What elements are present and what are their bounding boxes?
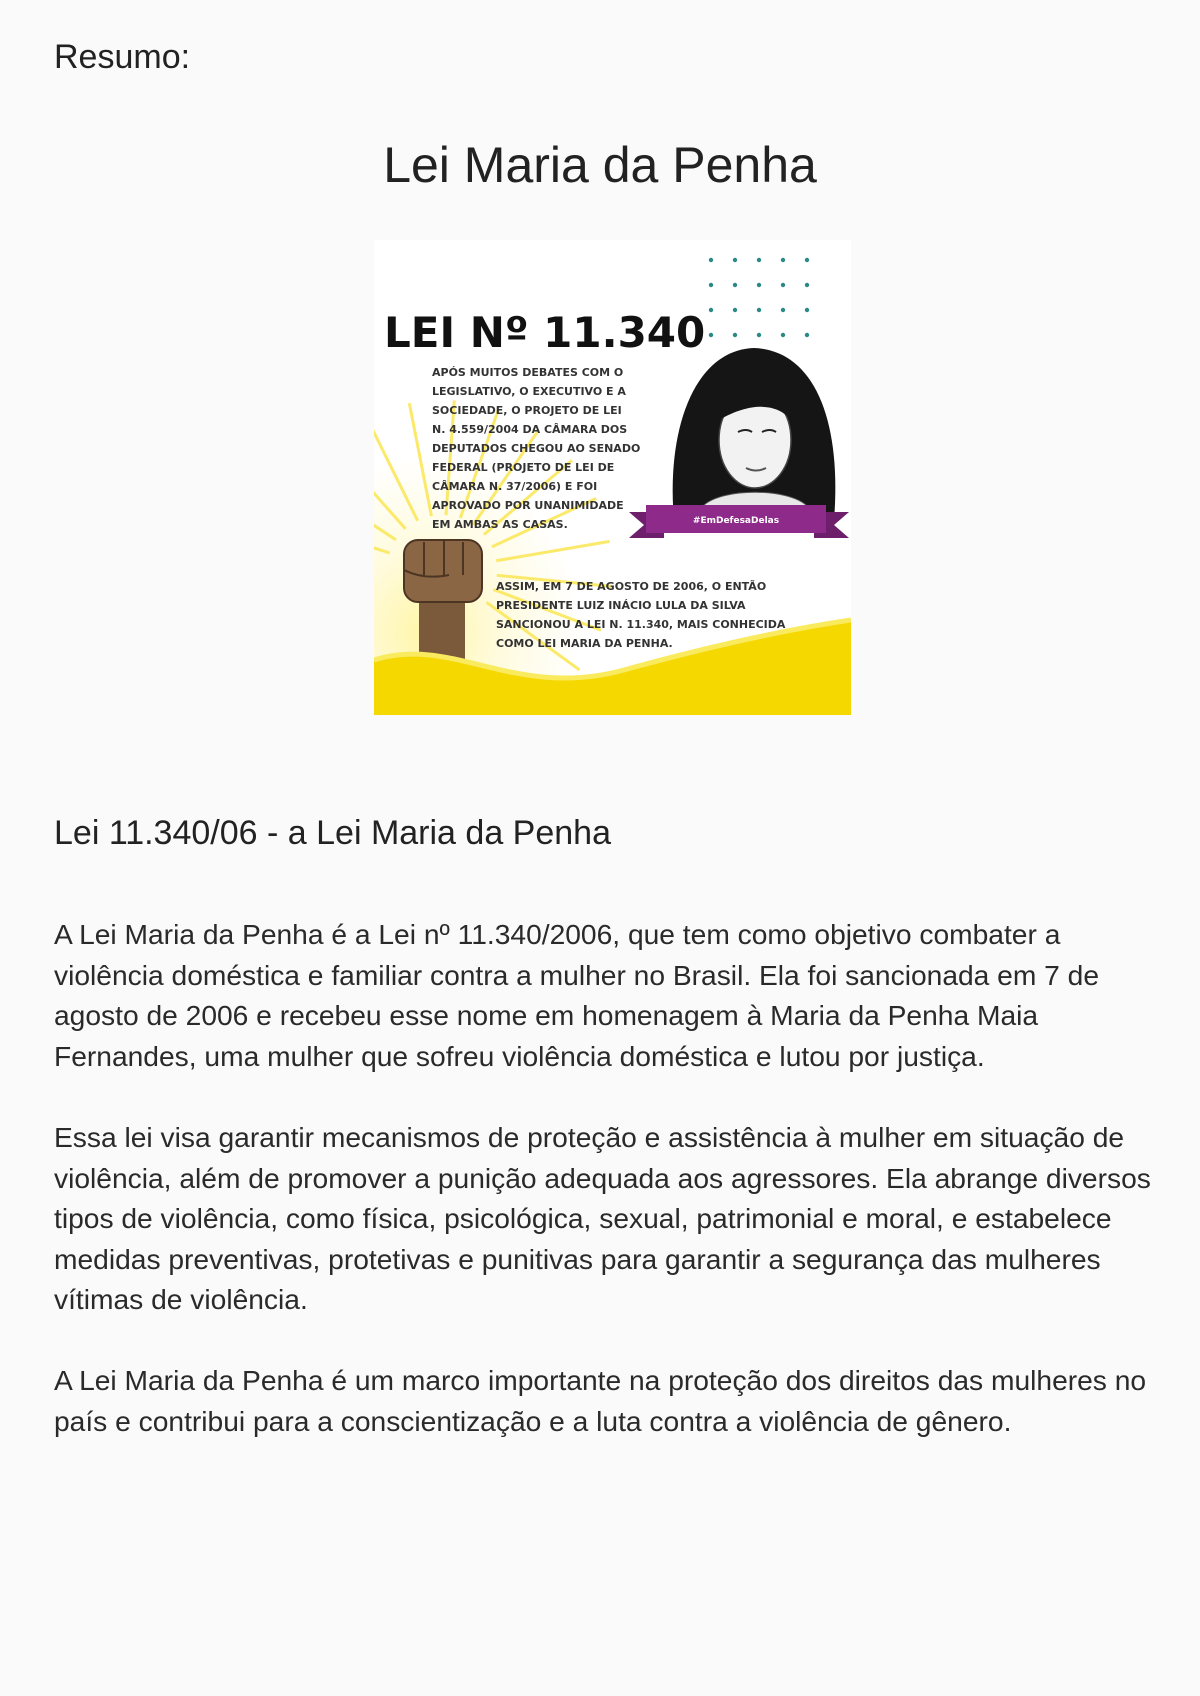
decorative-dot <box>781 333 785 337</box>
infographic-text-line: FEDERAL (PROJETO DE LEI DE <box>432 461 615 474</box>
infographic-text-line: APÓS MUITOS DEBATES COM O <box>432 366 624 379</box>
infographic-text-line: APROVADO POR UNANIMIDADE <box>432 499 624 512</box>
decorative-dot <box>805 258 809 262</box>
decorative-dot <box>733 258 737 262</box>
decorative-dot <box>733 283 737 287</box>
decorative-dot <box>781 308 785 312</box>
infographic-text-line: DEPUTADOS CHEGOU AO SENADO <box>432 442 641 455</box>
page-title: Lei Maria da Penha <box>383 137 817 193</box>
decorative-dot <box>709 308 713 312</box>
decorative-dot <box>805 333 809 337</box>
decorative-dot <box>709 283 713 287</box>
infographic-bottom-line: PRESIDENTE LUIZ INÁCIO LULA DA SILVA <box>496 599 746 612</box>
infographic-text-block <box>432 366 640 531</box>
infographic-text-line: EM AMBAS AS CASAS. <box>432 518 568 531</box>
decorative-dot <box>757 333 761 337</box>
infographic-text-line: N. 4.559/2004 DA CÂMARA DOS <box>432 423 628 436</box>
decorative-dot <box>709 333 713 337</box>
ribbon-hashtag: #EmDefesaDelas <box>692 516 780 526</box>
infographic-bottom-line: ASSIM, EM 7 DE AGOSTO DE 2006, O ENTÃO <box>496 580 767 593</box>
paragraph: A Lei Maria da Penha é a Lei nº 11.340/2006, que tem como objetivo combater a violência doméstica e familiar contra a mulher no Brasil. Ela foi sancionada em 7 de agosto de 2006 e recebeu esse nome em homenagem à Maria da Penha Maia Fernandes, uma mulher que sofreu violência doméstica e lutou por justiça. <box>54 918 1100 1072</box>
infographic-bottom-line: COMO LEI MARIA DA PENHA. <box>496 637 673 650</box>
law-infographic-image <box>374 240 851 715</box>
infographic-svg <box>374 240 851 715</box>
law-number-heading: LEI Nº 11.340 <box>384 308 706 357</box>
decorative-dot <box>733 308 737 312</box>
summary-label: Resumo: <box>54 38 191 76</box>
section-heading: Lei 11.340/06 - a Lei Maria da Penha <box>54 814 611 852</box>
paragraph: Essa lei visa garantir mecanismos de proteção e assistência à mulher em situação de violência, além de promover a punição adequada aos agressores. Ela abrange diversos tipos de violência, como física, psicológica, sexual, patrimonial e moral, e estabelece medidas preventivas, protetivas e punitivas para garantir a segurança das mulheres vítimas de violência. <box>54 1121 1151 1315</box>
infographic-text-line: LEGISLATIVO, O EXECUTIVO E A <box>432 385 626 398</box>
decorative-dot <box>757 308 761 312</box>
infographic-text-line: CÂMARA N. 37/2006) E FOI <box>432 480 598 493</box>
infographic-text-line: SOCIEDADE, O PROJETO DE LEI <box>432 404 622 417</box>
decorative-dot <box>733 333 737 337</box>
decorative-dot <box>757 258 761 262</box>
decorative-dot <box>709 258 713 262</box>
decorative-dot <box>781 283 785 287</box>
decorative-dot <box>805 308 809 312</box>
decorative-dot <box>757 283 761 287</box>
infographic-bottom-line: SANCIONOU A LEI N. 11.340, MAIS CONHECIDA <box>496 618 786 631</box>
paragraph: A Lei Maria da Penha é um marco importante na proteção dos direitos das mulheres no país e contribui para a conscientização e a luta contra a violência de gênero. <box>54 1364 1147 1437</box>
decorative-dot <box>781 258 785 262</box>
decorative-dot <box>805 283 809 287</box>
